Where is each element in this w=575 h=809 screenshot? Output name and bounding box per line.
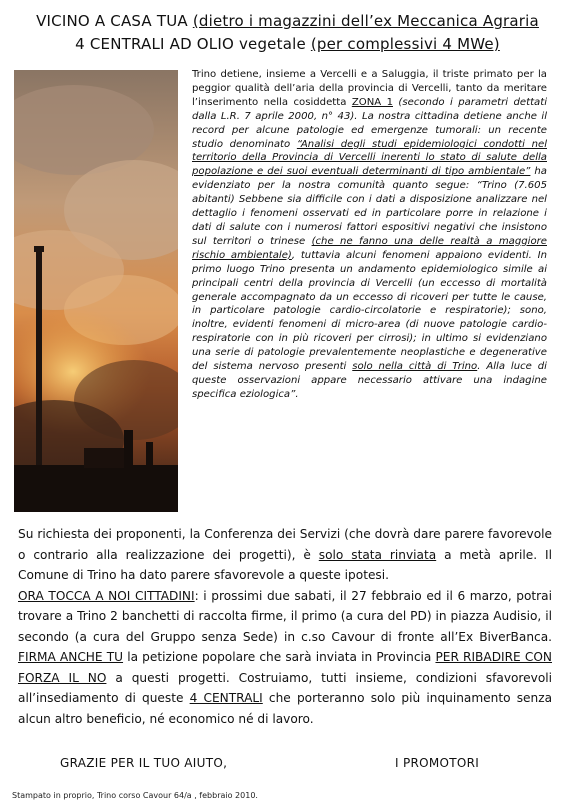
trino-only-note: solo nella città di Trino (352, 361, 478, 373)
title-part-2-underlined: (per complessivi 4 MWe) (310, 35, 500, 53)
title-line-1 (0, 12, 575, 30)
title-line-2 (0, 35, 575, 53)
zone-label: ZONA 1 (351, 96, 393, 108)
bottom-closing: che porteranno solo più inquinamento senza alcun altro beneficio, né economico né di lavoro. (18, 691, 553, 726)
bottom-signature-stands: : i prossimi due sabati, il 27 febbraio ed il 6 marzo, potrai trovare a Trino 2 banchetti di raccolta firme, il primo (a cura del PD) in piazza Audisio, il secondo (a cura del Gruppo senza Sede) in c.so Cavour di fronte all’Ex BiverBanca. (18, 588, 552, 644)
bottom-intro: Su richiesta dei proponenti, la Conferenza dei Servizi (che dovrà dare parere favorevole o contrario alla realizzazione dei progetti), è (18, 527, 552, 562)
title-part-2: 4 CENTRALI AD OLIO vegetale (75, 35, 311, 53)
thanks-note: GRAZIE PER IL TUO AIUTO, (60, 756, 228, 770)
title-part-1: VICINO A CASA TUA (36, 12, 193, 30)
citizens-call: ORA TOCCA A NOI CITTADINI (18, 588, 195, 603)
sign-too-call: FIRMA ANCHE TU (18, 650, 124, 664)
bottom-petition: la petizione popolare che sarà inviata in Provincia (123, 650, 436, 664)
reaffirm-no: PER RIBADIRE CON FORZA IL NO (18, 650, 552, 685)
article-text (192, 68, 547, 402)
call-to-action-text (18, 524, 552, 729)
article-intro: Trino detiene, insieme a Vercelli e a Saluggia, il triste primato per la peggior qualità dell’aria della provincia di Vercelli, tanto da meritare l’inserimento nella cosiddetta (192, 69, 547, 108)
four-plants: 4 CENTRALI (189, 691, 263, 705)
postponed-note: solo stata rinviata (318, 547, 437, 562)
article-findings: , tuttavia alcuni fenomeni appaiono evidenti. In primo luogo Trino presenta un andamento epidemiologico simile ai principali centri della provincia di Vercelli (un eccesso di mortalità generale accompagnato da un eccesso di ricoveri per tutte le cause, in particolare patologie cardio-circolatorie e respiratorie); sono, inoltre, evidenti fenomeni di micro-area (di nuove patologie cardio-respiratorie con in più ricoveri per cirrosi); in ultimo si evidenziano una serie di patologie prevalentemente neoplastiche e degenerative del sistema nervoso presenti (192, 249, 547, 373)
title-part-1-underlined: (dietro i magazzini dell’ex Meccanica Agraria (192, 12, 539, 30)
article-quote: ha evidenziato per la nostra comunità quanto segue: “Trino (7.605 abitanti) Sebbene sia difficile con i dati a disposizione analizzare nel dettaglio i fenomeni osservati ed in particolare porre in relazione i dati di salute con i numerosi fattori espositivi negativi che insistono sul territori o trinese (192, 166, 547, 247)
study-title: “Analisi degli studi epidemiologici condotti nel territorio della Provincia di Vercelli inerenti lo stato di salute della popolazione e dei suoi eventuali determinanti di tipo ambientale” (192, 138, 547, 178)
print-footer: Stampato in proprio, Trino corso Cavour 64/a , febbraio 2010. (12, 791, 258, 800)
article-law-ref: (secondo i parametri dettati dalla L.R. 7 aprile 2000, n° 43). La nostra cittadina detiene anche il record per alcune patologie ed emergenze tumorali: un recente studio denominato (192, 96, 547, 150)
smokestack-photo (14, 70, 178, 512)
article-conclusion: . Alla luce di queste osservazioni appare necessario attivare una indagine specifica eziologica”. (192, 361, 547, 400)
bottom-build: a questi progetti. Costruiamo, tutti insieme, condizioni sfavorevoli all’insediamento di queste (18, 670, 552, 705)
promoters-signature: I PROMOTORI (395, 756, 480, 770)
environmental-risk-note: (che ne fanno una delle realtà a maggiore rischio ambientale) (192, 235, 547, 261)
bottom-municipality: a metà aprile. Il Comune di Trino ha dato parere sfavorevole a queste ipotesi. (18, 547, 552, 582)
